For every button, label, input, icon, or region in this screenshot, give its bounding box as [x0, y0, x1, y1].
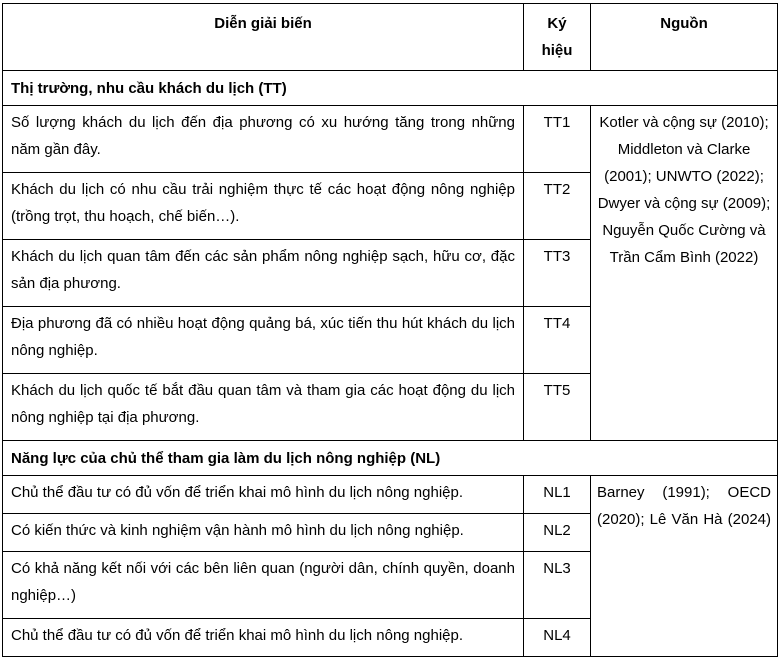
section-title: Thị trường, nhu cầu khách du lịch (TT): [3, 71, 778, 106]
variable-description: Chủ thể đầu tư có đủ vốn để triển khai mô hình du lịch nông nghiệp.: [3, 476, 524, 514]
variable-code: NL1: [524, 476, 591, 514]
variable-code: TT3: [524, 240, 591, 307]
variable-description: Có khả năng kết nối với các bên liên quan (người dân, chính quyền, doanh nghiệp…): [3, 552, 524, 619]
variable-code: NL2: [524, 514, 591, 552]
variable-description: Có kiến thức và kinh nghiệm vận hành mô hình du lịch nông nghiệp.: [3, 514, 524, 552]
table-row: [3, 476, 778, 514]
header-symbol: [524, 4, 591, 71]
header-symbol-line2: hiệu: [541, 42, 573, 59]
section-row-tt: [3, 71, 778, 106]
variable-description: Địa phương đã có nhiều hoạt động quảng bá, xúc tiến thu hút khách du lịch nông nghiệp.: [3, 307, 524, 374]
variables-table: [2, 3, 778, 657]
variable-description: Số lượng khách du lịch đến địa phương có xu hướng tăng trong những năm gần đây.: [3, 106, 524, 173]
section-title: Năng lực của chủ thể tham gia làm du lịch nông nghiệp (NL): [3, 441, 778, 476]
section-row-nl: [3, 441, 778, 476]
header-description: Diễn giải biến: [3, 4, 524, 71]
variable-code: TT1: [524, 106, 591, 173]
variable-description: Khách du lịch quan tâm đến các sản phẩm nông nghiệp sạch, hữu cơ, đặc sản địa phương.: [3, 240, 524, 307]
variable-description: Khách du lịch có nhu cầu trải nghiệm thực tế các hoạt động nông nghiệp (trồng trọt, thu hoạch, chế biến…).: [3, 173, 524, 240]
variable-description: Khách du lịch quốc tế bắt đầu quan tâm và tham gia các hoạt động du lịch nông nghiệp tại địa phương.: [3, 374, 524, 441]
variable-code: TT4: [524, 307, 591, 374]
header-row: [3, 4, 778, 71]
variable-code: TT5: [524, 374, 591, 441]
variable-code: TT2: [524, 173, 591, 240]
source-cell: Barney (1991); OECD (2020); Lê Văn Hà (2024): [591, 476, 778, 657]
variable-code: NL4: [524, 619, 591, 657]
header-source: Nguồn: [591, 4, 778, 71]
header-symbol-line1: Ký: [547, 15, 567, 32]
variable-description: Chủ thể đầu tư có đủ vốn để triển khai mô hình du lịch nông nghiệp.: [3, 619, 524, 657]
source-cell: Kotler và cộng sự (2010); Middleton và Clarke (2001); UNWTO (2022); Dwyer và cộng sự (2009); Nguyễn Quốc Cường và Trần Cẩm Bình (2022): [591, 106, 778, 441]
variable-code: NL3: [524, 552, 591, 619]
table-row: [3, 106, 778, 173]
